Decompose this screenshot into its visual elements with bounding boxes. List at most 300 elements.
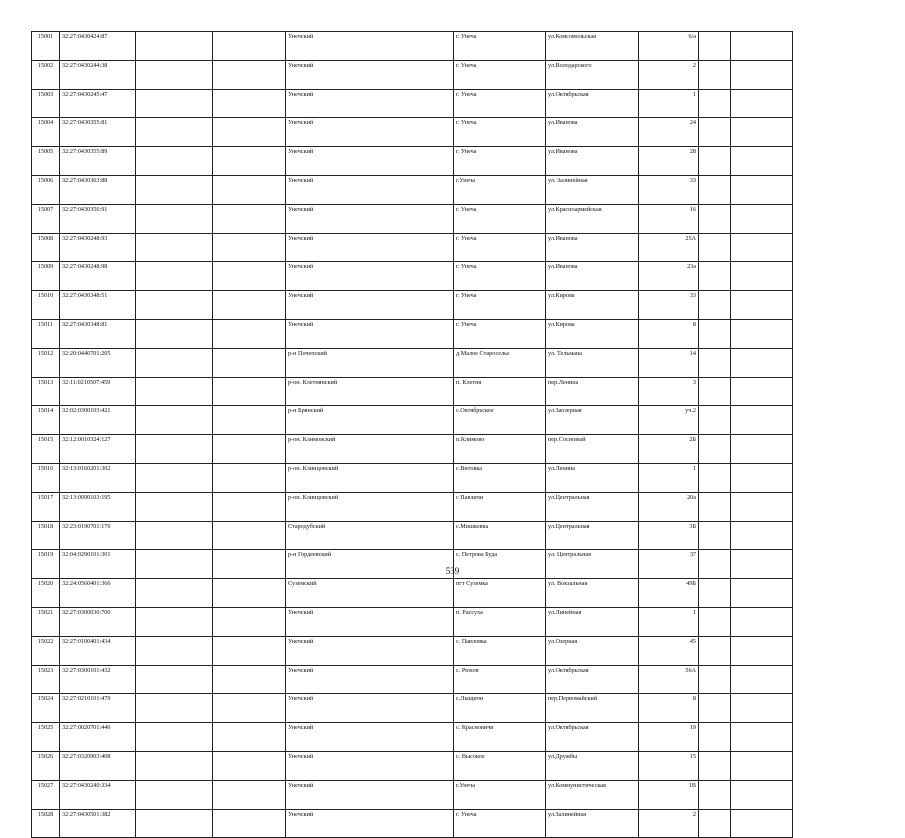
cadastral-number-cell: 32:27:0020701:446 — [60, 723, 136, 752]
district-cell: Унечский — [286, 809, 454, 838]
district-cell: Унечский — [286, 319, 454, 348]
cadastral-number-cell: 32:27:0430356:91 — [60, 204, 136, 233]
table-row — [32, 32, 793, 61]
row-number-cell: 15018 — [32, 521, 60, 550]
settlement-cell: с Павличи — [454, 492, 546, 521]
row-number-cell: 15026 — [32, 751, 60, 780]
cadastral-number-cell: 32:13:0160201:302 — [60, 463, 136, 492]
street-cell: пер.Первомайский — [546, 694, 639, 723]
table-row — [32, 291, 793, 320]
settlement-cell: г.Унеча — [454, 175, 546, 204]
house-number-cell: 3 — [639, 377, 699, 406]
district-cell: р-он. Климовский — [286, 435, 454, 464]
empty-cell — [731, 118, 793, 147]
table-row — [32, 636, 793, 665]
row-number-cell: 15019 — [32, 550, 60, 579]
empty-cell — [136, 89, 213, 118]
empty-cell — [731, 233, 793, 262]
district-cell: Унечский — [286, 204, 454, 233]
empty-cell — [699, 751, 731, 780]
empty-cell — [699, 579, 731, 608]
house-number-cell: 56А — [639, 665, 699, 694]
empty-cell — [136, 636, 213, 665]
settlement-cell: с.Витовка — [454, 463, 546, 492]
cadastral-number-cell: 32:23:0190701:170 — [60, 521, 136, 550]
table-row — [32, 780, 793, 809]
district-cell: Унечский — [286, 60, 454, 89]
district-cell: р-н Почепский — [286, 348, 454, 377]
empty-cell — [136, 463, 213, 492]
empty-cell — [136, 233, 213, 262]
house-number-cell: 49Б — [639, 579, 699, 608]
empty-cell — [699, 32, 731, 61]
table-row — [32, 809, 793, 838]
house-number-cell: 24 — [639, 118, 699, 147]
cadastral-number-cell: 32:20:0440701:205 — [60, 348, 136, 377]
table-row — [32, 406, 793, 435]
row-number-cell: 15027 — [32, 780, 60, 809]
street-cell: ул.Ленина — [546, 463, 639, 492]
house-number-cell: 6/а — [639, 32, 699, 61]
house-number-cell: 8 — [639, 694, 699, 723]
empty-cell — [699, 175, 731, 204]
row-number-cell: 15002 — [32, 60, 60, 89]
empty-cell — [213, 492, 286, 521]
house-number-cell: 1 — [639, 463, 699, 492]
settlement-cell: г. Унеча — [454, 809, 546, 838]
table-row — [32, 233, 793, 262]
empty-cell — [213, 694, 286, 723]
cadastral-number-cell: 32:27:0430501:382 — [60, 809, 136, 838]
empty-cell — [699, 665, 731, 694]
row-number-cell: 15003 — [32, 89, 60, 118]
cadastral-number-cell: 32:27:0430348:51 — [60, 291, 136, 320]
cadastral-number-cell: 32:27:0430363:88 — [60, 175, 136, 204]
empty-cell — [731, 348, 793, 377]
empty-cell — [731, 291, 793, 320]
street-cell: ул.Центральная — [546, 492, 639, 521]
empty-cell — [699, 636, 731, 665]
cadastral-number-cell: 32:27:0430244:38 — [60, 60, 136, 89]
row-number-cell: 15004 — [32, 118, 60, 147]
table-row — [32, 204, 793, 233]
house-number-cell: 23а — [639, 262, 699, 291]
empty-cell — [699, 809, 731, 838]
settlement-cell: г. Унеча — [454, 233, 546, 262]
row-number-cell: 15020 — [32, 579, 60, 608]
cadastral-number-cell: 32:27:0300101:432 — [60, 665, 136, 694]
house-number-cell: 2Б — [639, 435, 699, 464]
house-number-cell: 25А — [639, 233, 699, 262]
settlement-cell: д.Малое Старосельє — [454, 348, 546, 377]
district-cell: Унечский — [286, 233, 454, 262]
empty-cell — [731, 319, 793, 348]
cadastral-number-cell: 32:27:0300030:700 — [60, 607, 136, 636]
street-cell: пер.Сосновый — [546, 435, 639, 464]
empty-cell — [699, 262, 731, 291]
empty-cell — [213, 233, 286, 262]
house-number-cell: 28 — [639, 147, 699, 176]
district-cell: Унечский — [286, 89, 454, 118]
empty-cell — [213, 463, 286, 492]
settlement-cell: г. Унеча — [454, 89, 546, 118]
row-number-cell: 15011 — [32, 319, 60, 348]
house-number-cell: 45 — [639, 636, 699, 665]
street-cell: ул.Иванова — [546, 262, 639, 291]
house-number-cell: 1 — [639, 607, 699, 636]
row-number-cell: 15013 — [32, 377, 60, 406]
table-row — [32, 348, 793, 377]
street-cell: ул.Октябрьская — [546, 723, 639, 752]
empty-cell — [136, 406, 213, 435]
house-number-cell: 2 — [639, 809, 699, 838]
district-cell: Унечский — [286, 751, 454, 780]
empty-cell — [699, 694, 731, 723]
row-number-cell: 15008 — [32, 233, 60, 262]
empty-cell — [136, 262, 213, 291]
empty-cell — [136, 60, 213, 89]
empty-cell — [136, 32, 213, 61]
table-row — [32, 607, 793, 636]
empty-cell — [731, 377, 793, 406]
street-cell: ул.Озерная — [546, 636, 639, 665]
empty-cell — [731, 665, 793, 694]
empty-cell — [699, 406, 731, 435]
empty-cell — [136, 319, 213, 348]
empty-cell — [731, 463, 793, 492]
table-row — [32, 262, 793, 291]
house-number-cell: 33 — [639, 175, 699, 204]
empty-cell — [136, 492, 213, 521]
empty-cell — [731, 175, 793, 204]
empty-cell — [699, 291, 731, 320]
row-number-cell: 15007 — [32, 204, 60, 233]
empty-cell — [699, 463, 731, 492]
settlement-cell: с. Рюхов — [454, 665, 546, 694]
house-number-cell: 3Б — [639, 521, 699, 550]
street-cell: ул.Дружбы — [546, 751, 639, 780]
settlement-cell: п.Климово — [454, 435, 546, 464]
house-number-cell: уч.2 — [639, 406, 699, 435]
street-cell: ул.Залинейная — [546, 809, 639, 838]
district-cell: р-он. Клетнянский — [286, 377, 454, 406]
empty-cell — [213, 636, 286, 665]
cadastral-number-cell: 32:27:0100401:434 — [60, 636, 136, 665]
empty-cell — [213, 665, 286, 694]
empty-cell — [136, 723, 213, 752]
empty-cell — [136, 204, 213, 233]
empty-cell — [136, 175, 213, 204]
table-row — [32, 521, 793, 550]
empty-cell — [213, 32, 286, 61]
settlement-cell: г. Унеча — [454, 204, 546, 233]
empty-cell — [213, 118, 286, 147]
house-number-cell: 16 — [639, 204, 699, 233]
empty-cell — [731, 521, 793, 550]
street-cell: ул.Иванова — [546, 147, 639, 176]
street-cell: ул.Октябрьская — [546, 89, 639, 118]
empty-cell — [731, 262, 793, 291]
settlement-cell: г. Унеча — [454, 147, 546, 176]
empty-cell — [213, 262, 286, 291]
empty-cell — [213, 607, 286, 636]
empty-cell — [136, 377, 213, 406]
empty-cell — [136, 665, 213, 694]
empty-cell — [136, 751, 213, 780]
empty-cell — [731, 406, 793, 435]
row-number-cell: 15021 — [32, 607, 60, 636]
settlement-cell: с. Петрова Буда — [454, 550, 546, 579]
street-cell: ул.Центральная — [546, 521, 639, 550]
cadastral-number-cell: 32:02:0300103:421 — [60, 406, 136, 435]
empty-cell — [699, 723, 731, 752]
table-row — [32, 579, 793, 608]
street-cell: ул.Комсомольская — [546, 32, 639, 61]
empty-cell — [731, 32, 793, 61]
empty-cell — [213, 291, 286, 320]
empty-cell — [136, 607, 213, 636]
empty-cell — [213, 809, 286, 838]
table-row — [32, 60, 793, 89]
settlement-cell: г. Унеча — [454, 319, 546, 348]
row-number-cell: 15014 — [32, 406, 60, 435]
district-cell: Унечский — [286, 291, 454, 320]
cadastral-number-cell: 32:27:0430355:89 — [60, 147, 136, 176]
empty-cell — [136, 291, 213, 320]
empty-cell — [699, 233, 731, 262]
row-number-cell: 15001 — [32, 32, 60, 61]
registry-table-body — [32, 32, 793, 838]
empty-cell — [699, 60, 731, 89]
cadastral-number-cell: 32:27:0430240:334 — [60, 780, 136, 809]
street-cell: ул. Тельмана — [546, 348, 639, 377]
empty-cell — [213, 204, 286, 233]
empty-cell — [699, 348, 731, 377]
street-cell: ул. Центральная — [546, 550, 639, 579]
district-cell: Унечский — [286, 665, 454, 694]
table-row — [32, 492, 793, 521]
table-row — [32, 377, 793, 406]
district-cell: р-он. Клинцовский — [286, 492, 454, 521]
street-cell: ул.Октябрьская — [546, 665, 639, 694]
district-cell: Унечский — [286, 175, 454, 204]
settlement-cell: с.Октябрьское — [454, 406, 546, 435]
empty-cell — [136, 780, 213, 809]
empty-cell — [213, 579, 286, 608]
district-cell: Унечский — [286, 723, 454, 752]
empty-cell — [731, 147, 793, 176]
empty-cell — [731, 492, 793, 521]
row-number-cell: 15024 — [32, 694, 60, 723]
street-cell: ул.Коммунистическая — [546, 780, 639, 809]
district-cell: Унечский — [286, 694, 454, 723]
row-number-cell: 15023 — [32, 665, 60, 694]
row-number-cell: 15015 — [32, 435, 60, 464]
empty-cell — [731, 60, 793, 89]
cadastral-number-cell: 32:27:0430245:47 — [60, 89, 136, 118]
settlement-cell: г. Унеча — [454, 32, 546, 61]
house-number-cell: 8 — [639, 319, 699, 348]
row-number-cell: 15025 — [32, 723, 60, 752]
street-cell: ул.Володарского — [546, 60, 639, 89]
house-number-cell: 1 — [639, 89, 699, 118]
empty-cell — [213, 377, 286, 406]
empty-cell — [136, 118, 213, 147]
row-number-cell: 15022 — [32, 636, 60, 665]
table-row — [32, 175, 793, 204]
settlement-cell: г. Унеча — [454, 60, 546, 89]
district-cell: Стародубский — [286, 521, 454, 550]
empty-cell — [731, 204, 793, 233]
row-number-cell: 15012 — [32, 348, 60, 377]
empty-cell — [699, 607, 731, 636]
cadastral-number-cell: 32:27:0210101:479 — [60, 694, 136, 723]
empty-cell — [731, 751, 793, 780]
table-row — [32, 694, 793, 723]
house-number-cell: 37 — [639, 550, 699, 579]
empty-cell — [136, 694, 213, 723]
table-row — [32, 463, 793, 492]
empty-cell — [699, 435, 731, 464]
empty-cell — [731, 636, 793, 665]
row-number-cell: 15028 — [32, 809, 60, 838]
cadastral-number-cell: 32:13:0090103:195 — [60, 492, 136, 521]
empty-cell — [213, 521, 286, 550]
street-cell: ул.Красноармейская — [546, 204, 639, 233]
settlement-cell: с. Павловка — [454, 636, 546, 665]
empty-cell — [136, 809, 213, 838]
table-row — [32, 147, 793, 176]
cadastral-number-cell: 32:27:0430355:81 — [60, 118, 136, 147]
empty-cell — [699, 492, 731, 521]
row-number-cell: 15016 — [32, 463, 60, 492]
settlement-cell: с.Лыщичи — [454, 694, 546, 723]
cadastral-number-cell: 32:27:0430424:87 — [60, 32, 136, 61]
empty-cell — [699, 118, 731, 147]
empty-cell — [731, 780, 793, 809]
district-cell: Унечский — [286, 118, 454, 147]
settlement-cell: г.Унеча — [454, 780, 546, 809]
empty-cell — [699, 780, 731, 809]
empty-cell — [213, 348, 286, 377]
row-number-cell: 15009 — [32, 262, 60, 291]
cadastral-number-cell: 32:12:0010324:127 — [60, 435, 136, 464]
district-cell: Унечский — [286, 147, 454, 176]
table-row — [32, 89, 793, 118]
house-number-cell: 2 — [639, 60, 699, 89]
house-number-cell: 14 — [639, 348, 699, 377]
empty-cell — [136, 521, 213, 550]
empty-cell — [699, 147, 731, 176]
street-cell: пер.Ленина — [546, 377, 639, 406]
settlement-cell: п. Клетня — [454, 377, 546, 406]
table-row — [32, 435, 793, 464]
street-cell: ул. Вокзальная — [546, 579, 639, 608]
district-cell: Унечский — [286, 32, 454, 61]
house-number-cell: 19 — [639, 723, 699, 752]
empty-cell — [136, 147, 213, 176]
settlement-cell: с.Мишковка — [454, 521, 546, 550]
settlement-cell: с. Красновичи — [454, 723, 546, 752]
cadastral-number-cell: 32:04:0290101:301 — [60, 550, 136, 579]
empty-cell — [136, 348, 213, 377]
cadastral-number-cell: 32:24:0560401:366 — [60, 579, 136, 608]
empty-cell — [731, 607, 793, 636]
district-cell: Унечский — [286, 607, 454, 636]
empty-cell — [699, 89, 731, 118]
cadastral-number-cell: 32:11:0210507:459 — [60, 377, 136, 406]
empty-cell — [731, 694, 793, 723]
page-number: 539 — [445, 566, 460, 576]
district-cell: Унечский — [286, 780, 454, 809]
settlement-cell: п. Рассуха — [454, 607, 546, 636]
district-cell: р-н Брянский — [286, 406, 454, 435]
empty-cell — [731, 809, 793, 838]
empty-cell — [136, 435, 213, 464]
settlement-cell: г. Унеча — [454, 118, 546, 147]
empty-cell — [213, 435, 286, 464]
empty-cell — [731, 435, 793, 464]
empty-cell — [699, 521, 731, 550]
empty-cell — [213, 406, 286, 435]
empty-cell — [213, 319, 286, 348]
empty-cell — [213, 175, 286, 204]
street-cell: ул.Кирова — [546, 291, 639, 320]
empty-cell — [731, 579, 793, 608]
table-row — [32, 665, 793, 694]
house-number-cell: 15 — [639, 751, 699, 780]
settlement-cell: г. Унеча — [454, 262, 546, 291]
settlement-cell: пгт Суземка — [454, 579, 546, 608]
cadastral-number-cell: 32:27:0430248:98 — [60, 262, 136, 291]
table-row — [32, 723, 793, 752]
district-cell: Унечский — [286, 636, 454, 665]
district-cell: Суземский — [286, 579, 454, 608]
district-cell: р-он. Клинцовский — [286, 463, 454, 492]
street-cell: ул.Линейная — [546, 607, 639, 636]
row-number-cell: 15017 — [32, 492, 60, 521]
empty-cell — [213, 751, 286, 780]
house-number-cell: 1В — [639, 780, 699, 809]
street-cell: ул.Иванова — [546, 233, 639, 262]
empty-cell — [731, 723, 793, 752]
street-cell: ул.Иванова — [546, 118, 639, 147]
cadastral-number-cell: 32:27:0430348:81 — [60, 319, 136, 348]
house-number-cell: 33 — [639, 291, 699, 320]
empty-cell — [213, 780, 286, 809]
settlement-cell: г. Унеча — [454, 291, 546, 320]
registry-table — [31, 31, 793, 838]
table-row — [32, 751, 793, 780]
house-number-cell: 20а — [639, 492, 699, 521]
empty-cell — [699, 204, 731, 233]
cadastral-number-cell: 32:27:0320903:408 — [60, 751, 136, 780]
table-row — [32, 118, 793, 147]
empty-cell — [136, 579, 213, 608]
street-cell: ул.Заозерная — [546, 406, 639, 435]
empty-cell — [731, 89, 793, 118]
empty-cell — [213, 723, 286, 752]
empty-cell — [213, 89, 286, 118]
empty-cell — [699, 377, 731, 406]
cadastral-number-cell: 32:27:0430248:93 — [60, 233, 136, 262]
table-row — [32, 319, 793, 348]
settlement-cell: с. Высокое — [454, 751, 546, 780]
row-number-cell: 15005 — [32, 147, 60, 176]
row-number-cell: 15010 — [32, 291, 60, 320]
district-cell: р-н Гордеевский — [286, 550, 454, 579]
street-cell: ул.Кирова — [546, 319, 639, 348]
